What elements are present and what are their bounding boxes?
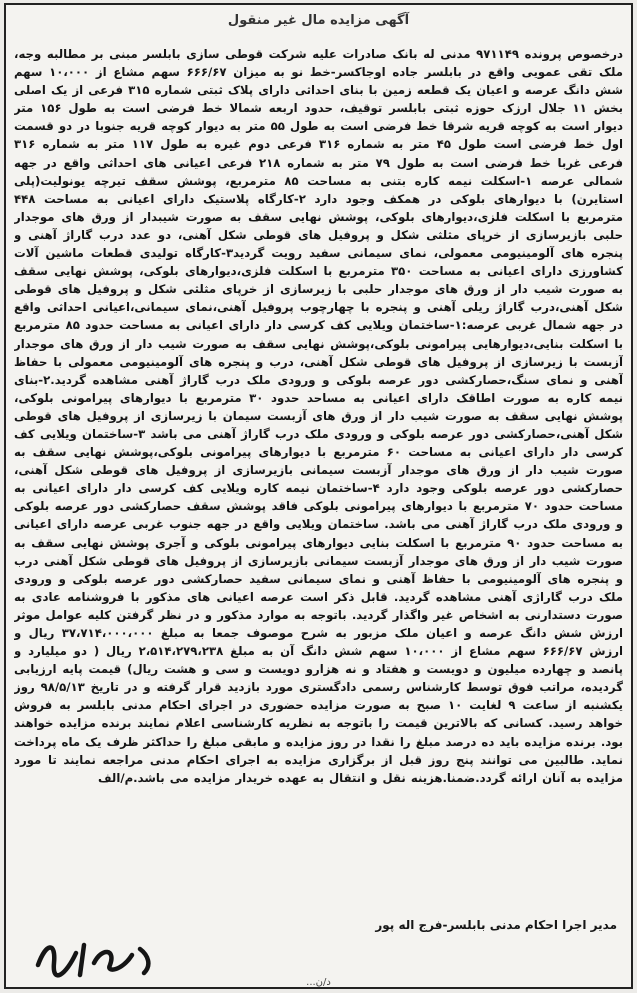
signature-line: مدیر اجرا احکام مدنی بابلسر-فرج اله پور: [375, 918, 617, 932]
notice-title: آگهی مزایده مال غیر منقول: [227, 13, 410, 28]
notice-body: [14, 45, 623, 917]
handwritten-mark-icon: [32, 935, 162, 979]
cut-off-footer: د/ن...: [306, 977, 331, 988]
notice-clipping: [4, 3, 633, 989]
notice-body-text: درخصوص پرونده ۹۷۱۱۴۹ مدنی له بانک صادرات علیه شرکت قوطی سازی بابلسر مبنی بر مطالبه وجه، ملک تقی عمویی واقع در بابلسر جاده اوجاکسر-خط نو به میزان ۶۶۶/۶۷ سهم مشاع از ۱۰،۰۰۰ سهم شش دانگ عرصه و اعیان یک قطعه زمین با بنای احداثی دارای پلاک ثبتی شماره ۳۱۵ فرعی از یک اصلی بخش ۱۱ جلال ارزک حوزه ثبتی بابلسر توقیف، حدود اربعه شمالا خط فرضی است به طول ۱۵۶ متر دیوار است به کوچه قریه شرقا خط فرضی است به طول ۵۵ متر به دیوار کوچه قریه جنوبا در دو قسمت اول خط فرضی است طول ۴۵ متر به شماره ۳۱۶ فرعی دوم غیره به طول ۱۱۷ متر به شماره ۳۱۶ فرعی غربا خط فرضی است به طول ۷۹ متر به شماره ۲۱۸ فرعی اعیانی های احداثی واقع در جهه شمالی عرصه ۱-اسکلت نیمه کاره بتنی به مساحت ۸۵ مترمربع، پوشش سقف تیرچه یونولیت(پلی استایرن) با دیوارهای بلوکی در همکف وجود دارد ۲-کارگاه پلاستیک دارای اعیانی به مساحت ۴۴۸ مترمربع با اسکلت فلزی،دیوارهای بلوکی، پوشش نهایی سقف به صورت شیبدار از ورق های موجدار حلبی بازیرسازی از خرپای مثلثی شکل و پروفیل های قوطی شکل آهنی، دو عدد درب گاراژ آهنی و پنجره های آلومینیومی معمولی، نمای سیمانی سفید رویت گردید۳-کارگاه تولیدی قطعات ماشین آلات کشاورزی دارای اعیانی به مساحت ۳۵۰ مترمربع با اسکلت فلزی،دیوارهای بلوکی، پوشش نهایی سقف به صورت شیب دار از ورق های موجدار حلبی با زیرسازی از خرپای مثلثی شکل و پروفیل های قوطی شکل آهنی،درب گاراژ ریلی آهنی و پنجره با چهارچوب پروفیل آهنی،نمای سیمانی،اعیانی احداثی واقع در جهه شمال غربی عرصه:۱-ساختمان ویلایی کف کرسی دار دارای اعیانی به مساحت حدود ۸۵ مترمربع با اسکلت بنایی،دیوارهایی پیرامونی بلوکی،پوشش نهایی سقف به صورت شیب دار از ورق های موجدار آزبست با زیرسازی از پروفیل های قوطی شکل آهنی، درب و پنجره های آلومینیومی معمولی با حفاظ آهنی و نمای سنگ،حصارکشی دور عرصه بلوکی و ورودی ملک درب گاراژ آهنی مشاهده گردید.۲-بنای نیمه کاره به صورت اطاقک دارای اعیانی به مساحد حدود ۳۰ مترمربع با دیوارهای پیرامونی بلوکی، پوشش نهایی سقف به صورت شیب دار از ورق های آزبست سیمان با زیرسازی از پروفیل های قوطی شکل آهنی،حصارکشی دور عرصه بلوکی و ورودی ملک درب گاراژ آهنی می باشد ۳-ساختمان ویلایی کف کرسی دار دارای اعیانی به مساحت ۶۰ مترمربع با دیوارهای پیرامونی بلوکی،پوشش نهایی سقف به صورت شیب دار از ورق های موجدار آزبست سیمانی بازیرسازی از پروفیل های قوطی شکل آهنی، حصارکشی دور عرصه بلوکی وجود دارد ۴-ساختمان نیمه کاره ویلایی کف کرسی دار دارای اعیانی به مساحت حدود ۷۰ مترمربع با دیوارهای پیرامونی بلوکی فاقد پوشش سقف حصارکشی دور عرصه بلوکی و ورودی ملک درب گاراژ آهنی می باشد. ساختمان ویلایی واقع در جهه جنوب غربی عرصه دارای اعیانی به مساحت حدود ۹۰ مترمربع با اسکلت بنایی دیوارهای پیرامونی بلوکی و آجری پوشش نهایی سقف به صورت شیب دار از ورق های موجدار آزبست سیمانی بازیرسازی از پروفیل های قوطی شکل آهنی درب و پنجره های آلومینیومی با حفاظ آهنی و نمای سیمانی سفید حصارکشی دور عرصه بلوکی و ورودی ملک درب گاراژی آهنی مشاهده گردید. قابل ذکر است عرصه اعیانی های مذکور با فروشنامه عادی به صورت دستدارنی به اشخاص غیر واگذار گردید. باتوجه به موارد مذکور و در نظر گرفتن کلیه عوامل موثر ارزش شش دانگ عرصه و اعیان ملک مزبور به شرح موصوف جمعا به مبلغ ۳۷،۷۱۴،۰۰۰،۰۰۰ ریال و ارزش ۶۶۶/۶۷ سهم مشاع از ۱۰،۰۰۰ سهم شش دانگ آن به مبلغ ۲،۵۱۴،۲۷۹،۲۳۸ ریال ( دو میلیارد و پانصد و چهارده میلیون و دویست و هفتاد و نه هزارو دویست و سی و هشت ریال) قیمت پایه ارزیابی گردیده، مراتب فوق توسط کارشناس رسمی دادگستری مورد بازدید قرار گرفته و در تاریخ ۹۸/۵/۱۳ روز یکشنبه از ساعت ۹ لغایت ۱۰ صبح به صورت مزایده حضوری در اجرای احکام مدنی بابلسر به فروش خواهد رسید. کسانی که بالاترین قیمت را باتوجه به نظریه کارشناسی اعلام نمایند برنده مزایده خواهند بود. برنده مزایده باید ده درصد مبلغ را نقدا در روز مزایده و مابقی مبلغ را حداکثر ظرف یک ماه پرداخت نماید. طالبین می توانند پنج روز قبل از برگزاری مزایده به اجرای احکام مدنی مراجعه نمایند تا مورد مزایده به آنان ارائه گردد.ضمنا.هزینه نقل و انتقال به عهده خریدار مزایده می باشد.م/الف: [14, 47, 623, 785]
